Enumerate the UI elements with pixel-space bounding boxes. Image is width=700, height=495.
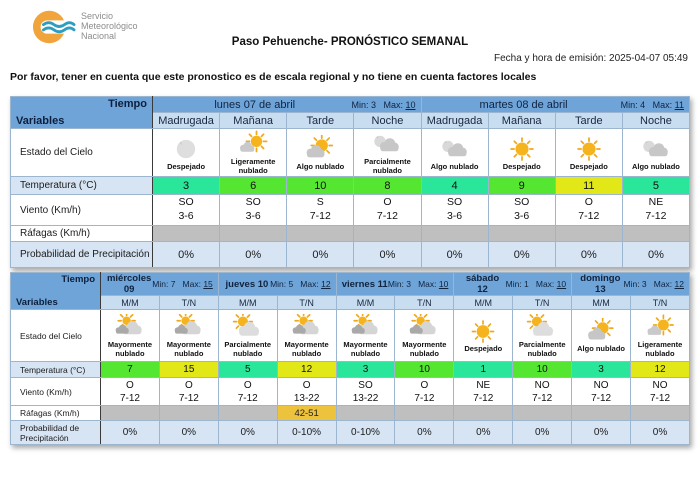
day-name: viernes 11	[341, 278, 388, 290]
sky-cell	[513, 310, 572, 362]
day-min-max: Min: 3 Max: 10	[387, 279, 449, 289]
day-min-max: Min: 1 Max: 10	[505, 279, 567, 289]
wind-cell	[218, 378, 277, 406]
wind-direction: O	[420, 379, 429, 391]
mostly-cloudy-sun-icon	[278, 314, 336, 341]
wind-speed-range: 7-12	[237, 392, 258, 404]
wind-direction: SO	[446, 196, 463, 209]
wind-speed-range: 7-12	[376, 210, 398, 222]
sky-cell	[622, 129, 689, 177]
day-header	[218, 273, 336, 296]
disclaimer-text: Por favor, tener en cuenta que este pronostico es de escala regional y no tiene en cuenta factores locales	[10, 71, 537, 83]
temperature-cell: 3	[153, 177, 220, 195]
period-header: M/M	[101, 296, 160, 310]
gust-cell: 42-51	[277, 406, 336, 421]
gust-cell	[395, 406, 454, 421]
sun-icon	[556, 135, 622, 163]
precipitation-cell: 0%	[421, 242, 488, 268]
moon-icon	[153, 135, 219, 163]
temperature-cell: 9	[488, 177, 555, 195]
period-header: Tarde	[555, 113, 622, 129]
wind-direction: SO	[514, 196, 530, 209]
wind-speed-range: 7-12	[591, 392, 612, 404]
day-header	[101, 273, 219, 296]
period-header: M/M	[454, 296, 513, 310]
precipitation-cell: 0%	[220, 242, 287, 268]
sun-behind-cloud-icon	[572, 318, 630, 345]
temperature-cell: 12	[631, 362, 690, 378]
wind-speed-range: 7-12	[578, 210, 600, 222]
wind-cell	[101, 378, 160, 406]
temperature-cell: 7	[101, 362, 160, 378]
day-min-max: Min: 4 Max: 11	[620, 99, 684, 110]
sky-cell	[277, 310, 336, 362]
gust-cell	[220, 226, 287, 242]
wind-cell	[336, 378, 395, 406]
wind-cell	[572, 378, 631, 406]
sky-cell	[454, 310, 513, 362]
row-label-precipitacion: Probabilidad de Precipitación	[11, 242, 153, 268]
period-header: Tarde	[287, 113, 354, 129]
wind-cell	[354, 195, 421, 226]
gust-cell	[488, 226, 555, 242]
row-label-temperatura: Temperatura (°C)	[11, 362, 101, 378]
wind-speed-range: 7-12	[532, 392, 553, 404]
day-name: domingo 13	[580, 273, 621, 295]
tiempo-label: Tiempo	[61, 274, 95, 285]
temperature-cell: 10	[395, 362, 454, 378]
gust-cell	[336, 406, 395, 421]
temperature-cell: 3	[572, 362, 631, 378]
wind-direction: NE	[476, 379, 491, 391]
wind-speed-range: 7-12	[309, 210, 331, 222]
wind-cell	[277, 378, 336, 406]
wind-cell	[153, 195, 220, 226]
precipitation-cell: 0%	[555, 242, 622, 268]
precipitation-cell: 0-10%	[277, 421, 336, 445]
sun-behind-small-cloud-icon	[220, 130, 286, 158]
wind-speed-range: 13-22	[293, 392, 320, 404]
temperature-cell: 6	[220, 177, 287, 195]
logo-line-3: Nacional	[81, 30, 117, 41]
tiempo-label: Tiempo	[108, 98, 147, 110]
mostly-cloudy-sun-icon	[337, 314, 395, 341]
day-name: lunes 07 de abril	[214, 98, 296, 111]
temperature-cell: 1	[454, 362, 513, 378]
wind-cell	[421, 195, 488, 226]
wind-direction: NO	[593, 379, 609, 391]
gust-cell	[101, 406, 160, 421]
wind-cell	[395, 378, 454, 406]
sky-condition-label: Ligeramente nublado	[230, 157, 276, 175]
precipitation-cell: 0%	[159, 421, 218, 445]
row-label-viento: Viento (Km/h)	[11, 195, 153, 226]
wind-speed-range: 7-12	[645, 210, 667, 222]
wind-cell	[622, 195, 689, 226]
precipitation-cell: 0%	[622, 242, 689, 268]
day-name: miércoles 09	[106, 273, 152, 295]
sky-cell	[488, 129, 555, 177]
row-label-temperatura: Temperatura (°C)	[11, 177, 153, 195]
wind-speed-range: 7-12	[650, 392, 671, 404]
day-header	[153, 97, 422, 113]
row-label-precipitacion: Probabilidad de Precipitación	[11, 421, 101, 445]
temperature-cell: 8	[354, 177, 421, 195]
period-header: T/N	[631, 296, 690, 310]
period-header: T/N	[277, 296, 336, 310]
sky-cell	[101, 310, 160, 362]
period-header: M/M	[218, 296, 277, 310]
variables-label: Variables	[16, 115, 65, 127]
sky-condition-label: Parcialmente nublado	[224, 339, 272, 358]
wind-speed-range: 3-6	[514, 210, 530, 222]
temperature-cell: 11	[555, 177, 622, 195]
period-header: T/N	[395, 296, 454, 310]
wind-direction: O	[383, 196, 392, 209]
wind-direction: NO	[534, 379, 550, 391]
period-header: Noche	[354, 113, 421, 129]
row-label-viento: Viento (Km/h)	[11, 378, 101, 406]
period-header: M/M	[572, 296, 631, 310]
wind-cell	[287, 195, 354, 226]
mostly-cloudy-sun-icon	[160, 314, 218, 341]
forecast-table-48h	[10, 96, 690, 268]
sky-cell	[555, 129, 622, 177]
precipitation-cell: 0%	[631, 421, 690, 445]
wind-direction: NE	[648, 196, 664, 209]
gust-cell	[218, 406, 277, 421]
sun-behind-cloud-icon	[287, 135, 353, 163]
moon-behind-cloud-icon	[354, 130, 420, 158]
wind-speed-range: 3-6	[446, 210, 463, 222]
wind-speed-range: 7-12	[119, 392, 140, 404]
temperature-cell: 10	[287, 177, 354, 195]
wind-speed-range: 7-12	[473, 392, 494, 404]
corner-header	[11, 273, 101, 310]
logo-line-1: Servicio	[81, 11, 114, 22]
page-title: Paso Pehuenche- PRONÓSTICO SEMANAL	[231, 36, 469, 48]
moon-behind-cloud-icon	[422, 135, 488, 163]
precipitation-cell: 0%	[513, 421, 572, 445]
gust-cell	[631, 406, 690, 421]
wind-speed-range: 7-12	[178, 392, 199, 404]
precipitation-cell: 0%	[572, 421, 631, 445]
wind-speed-range: 3-6	[245, 210, 261, 222]
sky-condition-label: Algo nublado	[430, 161, 479, 171]
gust-cell	[354, 226, 421, 242]
gust-cell	[287, 226, 354, 242]
temperature-cell: 10	[513, 362, 572, 378]
day-header	[572, 273, 690, 296]
period-header: Madrugada	[153, 113, 220, 129]
row-label-estado-del-cielo: Estado del Cielo	[11, 129, 153, 177]
day-min-max: Min: 7 Max: 15	[152, 279, 213, 289]
mostly-cloudy-sun-icon	[395, 314, 453, 341]
sky-condition-label: Mayormente nublado	[343, 339, 388, 358]
sky-condition-label: Mayormente nublado	[284, 339, 329, 358]
wind-direction: O	[184, 379, 193, 391]
mostly-cloudy-sun-icon	[101, 314, 159, 341]
period-header: T/N	[513, 296, 572, 310]
corner-header	[11, 97, 153, 129]
sky-condition-label: Mayormente nublado	[107, 339, 153, 358]
day-min-max: Min: 3 Max: 10	[351, 99, 416, 110]
wind-direction: O	[584, 196, 593, 209]
sky-cell	[395, 310, 454, 362]
gust-cell	[572, 406, 631, 421]
sky-condition-label: Despejado	[569, 161, 608, 171]
period-header: Mañana	[220, 113, 287, 129]
sky-condition-label: Mayormente nublado	[166, 339, 211, 358]
day-header	[421, 97, 690, 113]
sky-cell	[159, 310, 218, 362]
sky-condition-label: Algo nublado	[296, 161, 345, 171]
row-label-rafagas: Ráfagas (Km/h)	[11, 226, 153, 242]
wind-cell	[220, 195, 287, 226]
period-header: Noche	[622, 113, 689, 129]
precipitation-cell: 0%	[153, 242, 220, 268]
sun-behind-small-cloud-icon	[631, 314, 689, 341]
sky-cell	[220, 129, 287, 177]
temperature-cell: 5	[622, 177, 689, 195]
gust-cell	[555, 226, 622, 242]
sky-cell	[631, 310, 690, 362]
sky-condition-label: Despejado	[464, 344, 503, 354]
day-header	[336, 273, 454, 296]
sky-cell	[218, 310, 277, 362]
gust-cell	[622, 226, 689, 242]
gust-cell	[513, 406, 572, 421]
wind-cell	[454, 378, 513, 406]
day-min-max: Min: 5 Max: 12	[270, 279, 331, 289]
wind-direction: SO	[245, 196, 261, 209]
day-min-max: Min: 3 Max: 12	[623, 279, 684, 289]
sky-cell	[336, 310, 395, 362]
precipitation-cell: 0%	[218, 421, 277, 445]
wind-speed-range: 13-22	[352, 392, 379, 404]
row-label-estado-del-cielo: Estado del Cielo	[11, 310, 101, 362]
sun-icon	[454, 318, 512, 345]
precipitation-cell: 0%	[287, 242, 354, 268]
precipitation-cell: 0%	[488, 242, 555, 268]
logo-line-2: Meteorológico	[81, 21, 138, 32]
temperature-cell: 4	[421, 177, 488, 195]
sky-condition-label: Despejado	[167, 161, 206, 171]
day-name: martes 08 de abril	[479, 98, 568, 111]
forecast-table-extended	[10, 272, 690, 445]
wind-cell	[488, 195, 555, 226]
sky-cell	[354, 129, 421, 177]
sky-condition-label: Mayormente nublado	[402, 339, 447, 358]
precipitation-cell: 0-10%	[336, 421, 395, 445]
gust-cell	[421, 226, 488, 242]
sky-condition-label: Despejado	[502, 161, 541, 171]
temperature-cell: 15	[159, 362, 218, 378]
wind-direction: SO	[358, 379, 373, 391]
sky-cell	[572, 310, 631, 362]
wind-cell	[159, 378, 218, 406]
row-label-rafagas: Ráfagas (Km/h)	[11, 406, 101, 421]
period-header: Mañana	[488, 113, 555, 129]
wind-direction: O	[302, 379, 311, 391]
precipitation-cell: 0%	[395, 421, 454, 445]
precipitation-cell: 0%	[101, 421, 160, 445]
precipitation-cell: 0%	[454, 421, 513, 445]
wind-direction: O	[243, 379, 252, 391]
temperature-cell: 3	[336, 362, 395, 378]
wind-cell	[631, 378, 690, 406]
sky-cell	[421, 129, 488, 177]
moon-behind-cloud-icon	[623, 135, 689, 163]
variables-label: Variables	[16, 297, 58, 308]
sky-condition-label: Ligeramente nublado	[637, 339, 683, 358]
wind-speed-range: 3-6	[178, 210, 194, 222]
partly-cloudy-sun-icon	[513, 314, 571, 341]
day-header	[454, 273, 572, 296]
wind-direction: O	[126, 379, 134, 391]
sky-cell	[287, 129, 354, 177]
temperature-cell: 5	[218, 362, 277, 378]
wind-direction: SO	[178, 196, 194, 209]
sky-condition-label: Algo nublado	[631, 161, 680, 171]
sky-cell	[153, 129, 220, 177]
wind-direction: NO	[652, 379, 668, 391]
temperature-cell: 12	[277, 362, 336, 378]
wind-cell	[555, 195, 622, 226]
sun-icon	[489, 135, 555, 163]
wind-direction: S	[316, 196, 324, 209]
day-name: jueves 10	[225, 278, 269, 290]
wind-cell	[513, 378, 572, 406]
gust-cell	[454, 406, 513, 421]
wind-speed-range: 7-12	[414, 392, 435, 404]
day-name: sábado 12	[465, 273, 500, 295]
period-header: M/M	[336, 296, 395, 310]
gust-cell	[153, 226, 220, 242]
period-header: Madrugada	[421, 113, 488, 129]
precipitation-cell: 0%	[354, 242, 421, 268]
sky-condition-label: Parcialmente nublado	[364, 157, 411, 175]
period-header: T/N	[159, 296, 218, 310]
sky-condition-label: Parcialmente nublado	[518, 339, 566, 358]
emission-datetime: Fecha y hora de emisión: 2025-04-07 05:49	[493, 53, 688, 64]
partly-cloudy-sun-icon	[219, 314, 277, 341]
gust-cell	[159, 406, 218, 421]
sky-condition-label: Algo nublado	[577, 344, 626, 354]
